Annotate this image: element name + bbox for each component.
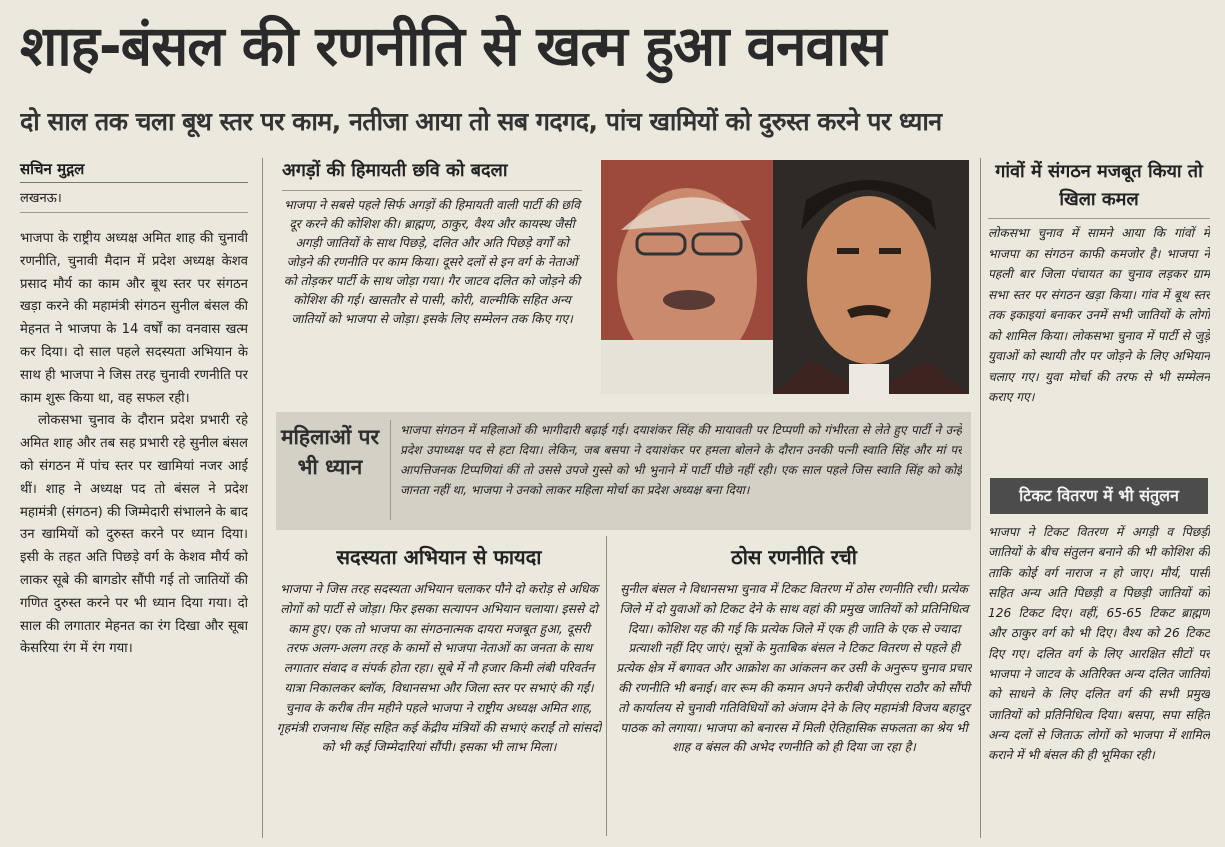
main-story-paragraph-2: लोकसभा चुनाव के दौरान प्रदेश प्रभारी रहे अमित शाह और तब सह प्रभारी रहे सुनील बंसल को संगठन में पांच स्तर पर खामियां नजर आई थीं। शाह ने अध्यक्ष पद तो बंसल ने प्रदेश महामंत्री (संगठन) की जिम्मेदारी संभालने के बाद उन खामियों को दुरुस्त करने पर ध्यान दिया। इसी के तहत अति पिछड़े वर्ग के केशव मौर्य को लाकर सूबे की बागडोर सौंपी गई तो जातियों की गणित दुरुस्त करने पर भी ध्यान दिया गया। दो साल की लगातार मेहनत का रंग दिखा और सूबा केसरिया रंग में रंग गया। — [20, 413, 248, 657]
byline-rule — [20, 182, 248, 183]
villages-heading-box — [988, 158, 1210, 218]
strategy-heading: ठोस रणनीति रची — [731, 545, 857, 569]
forward-castes-heading-box — [282, 158, 582, 188]
membership-text: भाजपा ने जिस तरह सदस्यता अभियान चलाकर पौने दो करोड़ से अधिक लोगों को पार्टी से जोड़ा। फिर इसका सत्यापन अभियान चलाया। इससे दो काम हुए। एक तो भाजपा का संगठनात्मक दायरा मजबूत हुआ, दूसरी तरफ अलग-अलग तरह के कामों से भाजपा नेताओं का जनता के साथ लगातार संवाद व संपर्क होता रहा। सूबे में नौ हजार किमी लंबी परिवर्तन यात्रा निकालकर ब्लॉक, विधानसभा और जिला स्तर पर सभाएं की गईं। चुनाव के करीब तीन महीने पहले भाजपा ने राष्ट्रीय अध्यक्ष अमित शाह, गृहमंत्री राजनाथ सिंह सहित कई केंद्रीय मंत्रियों की सभाएं कराईं तो सांसदों को भी कई जिम्मेदारियां सौंपी। इसका भी लाभ मिला। — [276, 582, 602, 755]
villages-heading: गांवों में संगठन मजबूत किया तो खिला कमल — [995, 161, 1203, 210]
tickets-heading: टिकट वितरण में भी संतुलन — [990, 478, 1208, 514]
forward-castes-text: भाजपा ने सबसे पहले सिर्फ अगड़ों की हिमायती वाली पार्टी की छवि दूर करने की कोशिश की। ब्राह्मण, ठाकुर, वैश्य और कायस्थ जैसी अगड़ी जातियों के साथ पिछड़े, दलित और अति पिछड़े वर्गों को जोड़ने की रणनीति पर काम किया। दूसरे दलों से इन वर्ग के नेताओं को तोड़कर पार्टी के साथ जोड़ा गया। गैर जाटव दलित को जोड़ने की कोशिश की गई। खासतौर से पासी, कोरी, वाल्मीकि सहित अन्य जातियों को भाजपा से जोड़ा। इसके लिए सम्मेलन तक किए गए। — [283, 198, 581, 326]
dateline: लखनऊ। — [20, 191, 62, 206]
main-story-paragraph-1: भाजपा के राष्ट्रीय अध्यक्ष अमित शाह की चुनावी रणनीति, चुनावी मैदान में प्रदेश अध्यक्ष केशव प्रसाद मौर्य का काम और बूथ स्तर पर संगठन खड़ा करने की महामंत्री संगठन सुनील बंसल की मेहनत ने भाजपा के 14 वर्षों का वनवास खत्म कर दिया। दो साल पहले सदस्यता अभियान के साथ ही भाजपा ने जिस तरह चुनावी रणनीति पर काम शुरू किया था, वह सफल रही। — [20, 231, 248, 406]
women-label: महिलाओं पर भी ध्यान — [280, 425, 380, 479]
column-rule-1 — [262, 158, 263, 838]
villages-rule — [988, 218, 1210, 219]
column-rule-4 — [980, 158, 981, 838]
main-story — [20, 228, 248, 840]
women-text: भाजपा संगठन में महिलाओं की भागीदारी बढ़ाई गई। दयाशंकर सिंह की मायावती पर टिप्पणी को गंभीरता से लेते हुए पार्टी ने उन्हें प्रदेश उपाध्यक्ष पद से हटा दिया। लेकिन, जब बसपा ने दयाशंकर पर हमला बोलने के दौरान उनकी पत्नी स्वाति सिंह और मां पर आपत्तिजनक टिप्पणियां कीं तो उससे उपजे गुस्से को भी भुनाने में पार्टी पीछे नहीं रही। एक साल पहले जिस स्वाति सिंह को कोई जानता नहीं था, भाजपा ने उनको लाकर महिला मोर्चा का प्रदेश अध्यक्ष बना दिया। — [400, 423, 962, 497]
forward-castes-heading: अगड़ों की हिमायती छवि को बदला — [282, 160, 508, 181]
politicians-photo — [601, 160, 969, 394]
portrait-illustration — [601, 160, 969, 394]
tickets-text: भाजपा ने टिकट वितरण में अगड़ी व पिछड़ी जातियों के बीच संतुलन बनाने की भी कोशिश की ताकि कोई वर्ग नाराज न हो जाए। मौर्य, पासी सहित अन्य अति पिछड़ी व पिछड़ी जातियों को 126 टिकट दिए। वहीं, 65-65 टिकट ब्राह्मण और ठाकुर वर्ग को भी दिए। वैश्य को 26 टिकट दिए गए। दलित वर्ग के लिए आरक्षित सीटों पर भाजपा ने जाटव के अतिरिक्त अन्य दलित जातियों को साधने के लिए दलित वर्ग की सभी प्रमुख जातियों को प्रतिनिधित्व दिया। बसपा, सपा सहित अन्य दलों से जिताऊ लोगों को भाजपा में शामिल कराने में भी बंसल की ही भूमिका रही। — [988, 525, 1210, 763]
membership-heading: सदस्यता अभियान से फायदा — [336, 545, 542, 569]
subheadline: दो साल तक चला बूथ स्तर पर काम, नतीजा आया तो सब गदगद, पांच खामियों को दुरुस्त करने पर ध्यान — [20, 107, 942, 136]
headline: शाह-बंसल की रणनीति से खत्म हुआ वनवास — [20, 14, 886, 78]
byline: सचिन मुद्गल — [20, 160, 85, 178]
column-rule-3 — [606, 536, 607, 836]
forward-castes-rule — [282, 190, 582, 191]
women-divider — [390, 420, 391, 520]
membership-heading-box — [276, 544, 602, 574]
strategy-text: सुनील बंसल ने विधानसभा चुनाव में टिकट वितरण में ठोस रणनीति रची। प्रत्येक जिले में दो युवाओं को टिकट देने के साथ वहां की प्रमुख जातियों को प्रतिनिधित्व दिया। कोशिश यह की गई कि प्रत्येक जिले में एक ही जाति के एक से ज्यादा प्रत्याशी नहीं दिए जाएं। सूत्रों के मुताबिक बंसल ने टिकट वितरण से पहले ही प्रत्येक क्षेत्र में बगावत और आक्रोश का आंकलन कर उसी के अनुरूप चुनाव प्रचार की रणनीति भी बनाई। वार रूम की कमान अपने करीबी जेपीएस राठौर को सौंपी तो कार्यालय से चुनावी गतिविधियों को अंजाम देने के लिए महामंत्री विजय बहादुर पाठक को लगाया। भाजपा को बनारस में मिली ऐतिहासिक सफलता का श्रेय भी शाह व बंसल की अभेद रणनीति को ही दिया जा रहा है। — [616, 582, 972, 755]
strategy-heading-box — [616, 544, 972, 574]
villages-text: लोकसभा चुनाव में सामने आया कि गांवों में भाजपा का संगठन काफी कमजोर है। भाजपा ने पहली बार जिला पंचायत का चुनाव लड़कर ग्राम सभा स्तर पर संगठन खड़ा किया। गांव में बूथ स्तर तक इकाइयां बनाकर उनमें सभी जातियों के लोगों को शामिल किया। लोकसभा चुनाव में पार्टी से जुड़े युवाओं को स्थायी तौर पर जोड़ने के लिए अभियान चलाए गए। युवा मोर्चा की तरफ से भी सम्मेलन कराए गए। — [988, 226, 1210, 404]
dateline-rule — [20, 212, 248, 213]
